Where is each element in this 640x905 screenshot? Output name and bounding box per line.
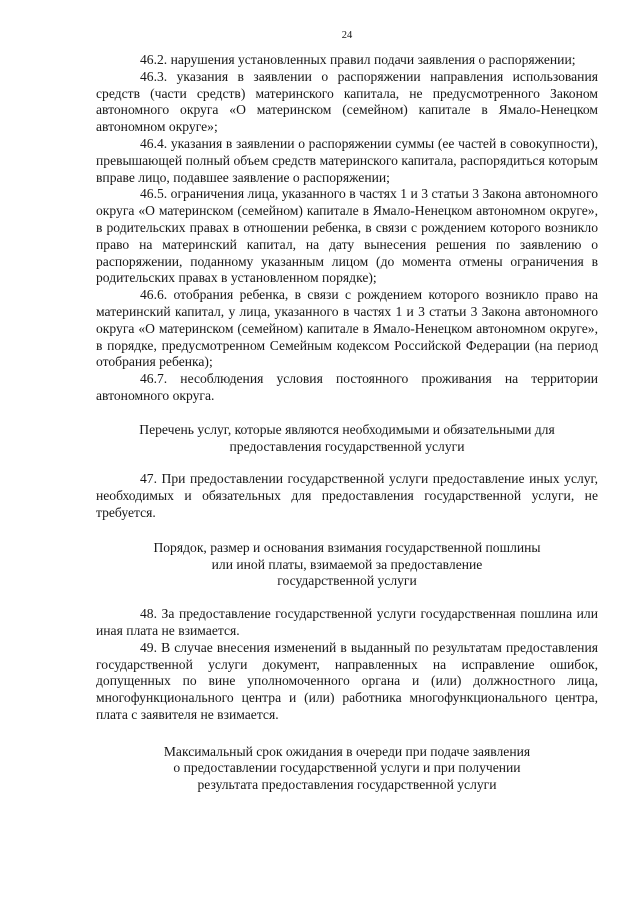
paragraph-47: 47. При предоставлении государственной услуги предоставление иных услуг, необходимых и обязательных для предоставления государственной услуги, не требуется. — [96, 471, 598, 520]
paragraph-46-5: 46.5. ограничения лица, указанного в частях 1 и 3 статьи 3 Закона автономного округа «О материнском (семейном) капитале в Ямало-Ненецком автономном округе», в родительских правах в отношении ребенка, в связи с рождением которого возникло право на материнский капитал, на дату вынесения решения по заявлению о распоряжении, поданному указанным лицом (до момента отмены ограничения в родительских правах в установленном порядке); — [96, 186, 598, 286]
page-number: 24 — [341, 30, 353, 41]
paragraph-46-4: 46.4. указания в заявлении о распоряжении суммы (ее частей в совокупности), превышающей полный объем средств материнского капитала, распорядиться которым вправе лицо, подавшее заявление о распоряжении; — [96, 135, 598, 185]
paragraph-49: 49. В случае внесения изменений в выданный по результатам предоставления государственной услуги документ, направленных на исправление ошибок, допущенных по вине уполномоченного органа и (или) должностного лица, многофункционального центра и (или) работника многофункционального центра, плата с заявителя не взимается. — [96, 639, 598, 722]
heading-line: или иной платы, взимаемой за предоставление — [211, 556, 483, 572]
section-heading-fee — [137, 540, 557, 590]
heading-line: о предоставлении государственной услуги и при получении — [173, 760, 521, 776]
section-heading-services — [112, 422, 582, 456]
paragraph-48: 48. За предоставление государственной услуги государственная пошлина или иная плата не взимается. — [96, 606, 598, 638]
paragraph-46-2: 46.2. нарушения установленных правил подачи заявления о распоряжении; — [140, 52, 576, 67]
heading-line: Порядок, размер и основания взимания государственной пошлины — [153, 539, 541, 555]
paragraph-46-3: 46.3. указания в заявлении о распоряжении направления использования средств (части средств) материнского капитала, не предусмотренного Законом автономного округа «О материнском (семейном) капитале в Ямало-Ненецком автономном округе»; — [96, 68, 598, 135]
heading-line: государственной услуги — [277, 573, 417, 589]
heading-line: предоставления государственной услуги — [229, 438, 465, 454]
paragraph-46-6: 46.6. отобрания ребенка, в связи с рождением которого возникло право на материнский капитал, у лица, указанного в частях 1 и 3 статьи 3 Закона автономного округа «О материнском (семейном) капитале в Ямало-Ненецком автономном округе», в порядке, предусмотренном Семейным кодексом Российской Федерации (на период отобрания ребенка); — [96, 287, 598, 370]
document-body — [96, 52, 598, 794]
paragraph-46-7: 46.7. несоблюдения условия постоянного проживания на территории автономного округа. — [96, 371, 598, 403]
heading-line: Максимальный срок ожидания в очереди при подаче заявления — [163, 743, 531, 759]
heading-line: результата предоставления государственной услуги — [197, 777, 497, 793]
section-heading-queue-time — [137, 744, 557, 794]
heading-line: Перечень услуг, которые являются необходимыми и обязательными для — [139, 421, 555, 437]
